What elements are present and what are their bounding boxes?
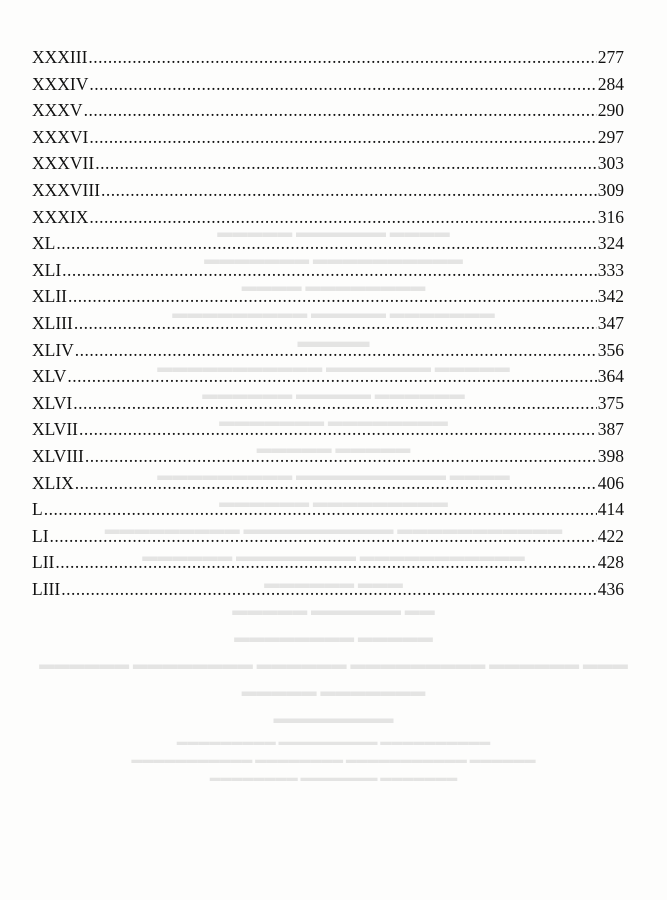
toc-entry-label: XLVII — [32, 419, 79, 440]
toc-entry-page-number: 277 — [597, 47, 624, 67]
dot-leader — [75, 470, 597, 497]
toc-entry-page-number: 387 — [597, 419, 624, 440]
dot-leader — [44, 496, 597, 523]
toc-entry-page-number: 284 — [597, 73, 624, 94]
toc-entry — [32, 71, 624, 98]
toc-entry — [32, 124, 624, 151]
toc-entry-page-number: 290 — [597, 100, 624, 121]
toc-entry-label: XXXV — [32, 100, 83, 121]
toc-entry-label: XLVIII — [32, 445, 84, 466]
toc-entry-label: XLII — [32, 286, 67, 307]
toc-entry — [32, 443, 624, 470]
dot-leader — [50, 523, 597, 550]
dot-leader — [85, 443, 597, 470]
toc-entry-label: XLIII — [32, 312, 73, 333]
toc-entry-label: XL — [32, 233, 56, 254]
toc-entry-page-number: 309 — [597, 179, 624, 200]
dot-leader — [84, 97, 597, 124]
toc-entry — [32, 204, 624, 231]
dot-leader — [75, 337, 597, 364]
toc-entry — [32, 363, 624, 390]
toc-entry — [32, 283, 624, 310]
toc-entry-label: XXXVII — [32, 153, 95, 174]
dot-leader — [55, 549, 596, 576]
dot-leader — [95, 150, 597, 177]
toc-entry-label: XXXIX — [32, 206, 89, 227]
toc-entry-label: XXXVI — [32, 126, 89, 147]
toc-entry — [32, 97, 624, 124]
toc-entry-label: XXXVIII — [32, 179, 101, 200]
toc-entry-label: LI — [32, 525, 49, 546]
toc-entry-label: LIII — [32, 578, 61, 599]
toc-entry — [32, 337, 624, 364]
dot-leader — [56, 230, 596, 257]
toc-entry-label: XLIV — [32, 339, 74, 360]
toc-entry-label: XLVI — [32, 392, 73, 413]
toc-entry-page-number: 406 — [597, 472, 624, 493]
toc-entry — [32, 230, 624, 257]
toc-entry-label: XLIX — [32, 472, 74, 493]
toc-entry-page-number: 347 — [597, 312, 624, 333]
toc-entry-page-number: 375 — [597, 392, 624, 413]
toc-entry-page-number: 356 — [597, 339, 624, 360]
dot-leader — [67, 363, 596, 390]
toc-entry-page-number: 316 — [597, 206, 624, 227]
bleed-through-text: ▬▬▬▬▬ ▬▬▬▬▬▬ ▬▬▬▬ ▬▬▬▬▬▬▬ ▬▬▬▬▬▬▬▬▬▬ ▬▬▬▬ ▬▬▬▬▬▬▬▬ ▬▬▬▬▬▬▬▬▬ ▬▬▬▬▬ ▬▬▬▬▬▬▬ ▬▬▬▬ ▬▬▬▬▬▬▬▬▬▬▬ ▬▬▬▬▬▬▬ ▬▬▬▬▬ ▬▬▬▬▬▬ ▬▬▬▬▬ ▬▬▬▬▬▬ ▬▬▬▬▬▬▬ ▬▬▬▬▬▬▬▬ ▬▬▬▬▬ ▬▬▬▬▬ ▬▬▬▬▬▬▬▬▬ ▬▬▬▬▬▬▬▬▬▬ ▬▬▬▬ ▬▬▬▬▬▬ ▬▬▬▬▬▬▬▬▬ ▬▬▬▬▬▬▬▬▬ ▬▬▬▬▬▬▬▬▬▬ ▬▬▬▬▬▬▬▬▬▬▬ ▬▬▬▬▬▬ ▬▬▬▬▬▬▬▬ ▬▬▬▬▬▬▬▬▬▬▬ ▬▬▬▬▬▬ ▬▬▬ ▬▬▬▬▬ ▬▬▬▬▬▬ ▬▬ ▬▬▬▬▬▬▬▬ ▬▬▬▬▬ ▬▬▬▬▬▬ ▬▬▬▬▬▬▬▬ ▬▬▬▬▬▬ ▬▬▬▬▬▬▬▬▬ ▬▬▬▬▬▬ ▬▬▬ ▬▬▬▬▬ ▬▬▬▬▬▬▬ ▬▬▬▬▬▬▬▬ ▬▬▬▬▬▬▬▬▬ ▬▬▬▬▬▬▬▬▬ ▬▬▬▬▬▬▬▬▬▬ ▬▬▬▬▬▬▬▬▬▬▬ ▬▬▬▬▬▬▬▬ ▬▬▬▬▬▬▬▬▬▬▬ ▬▬▬▬▬▬ ▬▬▬▬▬▬▬▬ ▬▬▬▬▬▬▬ ▬▬▬▬▬▬▬ — [39, 225, 628, 784]
toc-entry — [32, 416, 624, 443]
toc-entry — [32, 177, 624, 204]
toc-entry — [32, 390, 624, 417]
toc-entry-label: XXXIII — [32, 47, 88, 67]
toc-entry-page-number: 436 — [597, 578, 624, 599]
toc-entry-page-number: 398 — [597, 445, 624, 466]
toc-entry-label: LII — [32, 552, 55, 573]
toc-entry — [32, 470, 624, 497]
toc-entry-page-number: 342 — [597, 286, 624, 307]
dot-leader — [68, 283, 597, 310]
toc-entry — [32, 150, 624, 177]
toc-entry — [32, 44, 624, 71]
dot-leader — [89, 204, 596, 231]
toc-entry-label: L — [32, 499, 43, 520]
dot-leader — [74, 310, 597, 337]
toc-entry-page-number: 422 — [597, 525, 624, 546]
toc-entry — [32, 523, 624, 550]
toc-entry-page-number: 333 — [597, 259, 624, 280]
toc-entry-page-number: 414 — [597, 499, 624, 520]
toc-entry-page-number: 297 — [597, 126, 624, 147]
dot-leader — [61, 576, 597, 603]
toc-entry-page-number: 364 — [597, 366, 624, 387]
toc-entry — [32, 576, 624, 603]
dot-leader — [89, 71, 596, 98]
dot-leader — [88, 44, 596, 71]
toc-entry — [32, 257, 624, 284]
toc-entry-label: XLI — [32, 259, 62, 280]
toc-entry — [32, 549, 624, 576]
table-of-contents — [32, 44, 624, 602]
dot-leader — [101, 177, 597, 204]
toc-entry-page-number: 324 — [597, 233, 624, 254]
dot-leader — [73, 390, 597, 417]
dot-leader — [89, 124, 596, 151]
toc-entry-page-number: 303 — [597, 153, 624, 174]
dot-leader — [62, 257, 597, 284]
toc-entry — [32, 310, 624, 337]
toc-entry-label: XXXIV — [32, 73, 89, 94]
toc-entry-label: XLV — [32, 366, 67, 387]
toc-entry-page-number: 428 — [597, 552, 624, 573]
toc-entry — [32, 496, 624, 523]
dot-leader — [79, 416, 597, 443]
